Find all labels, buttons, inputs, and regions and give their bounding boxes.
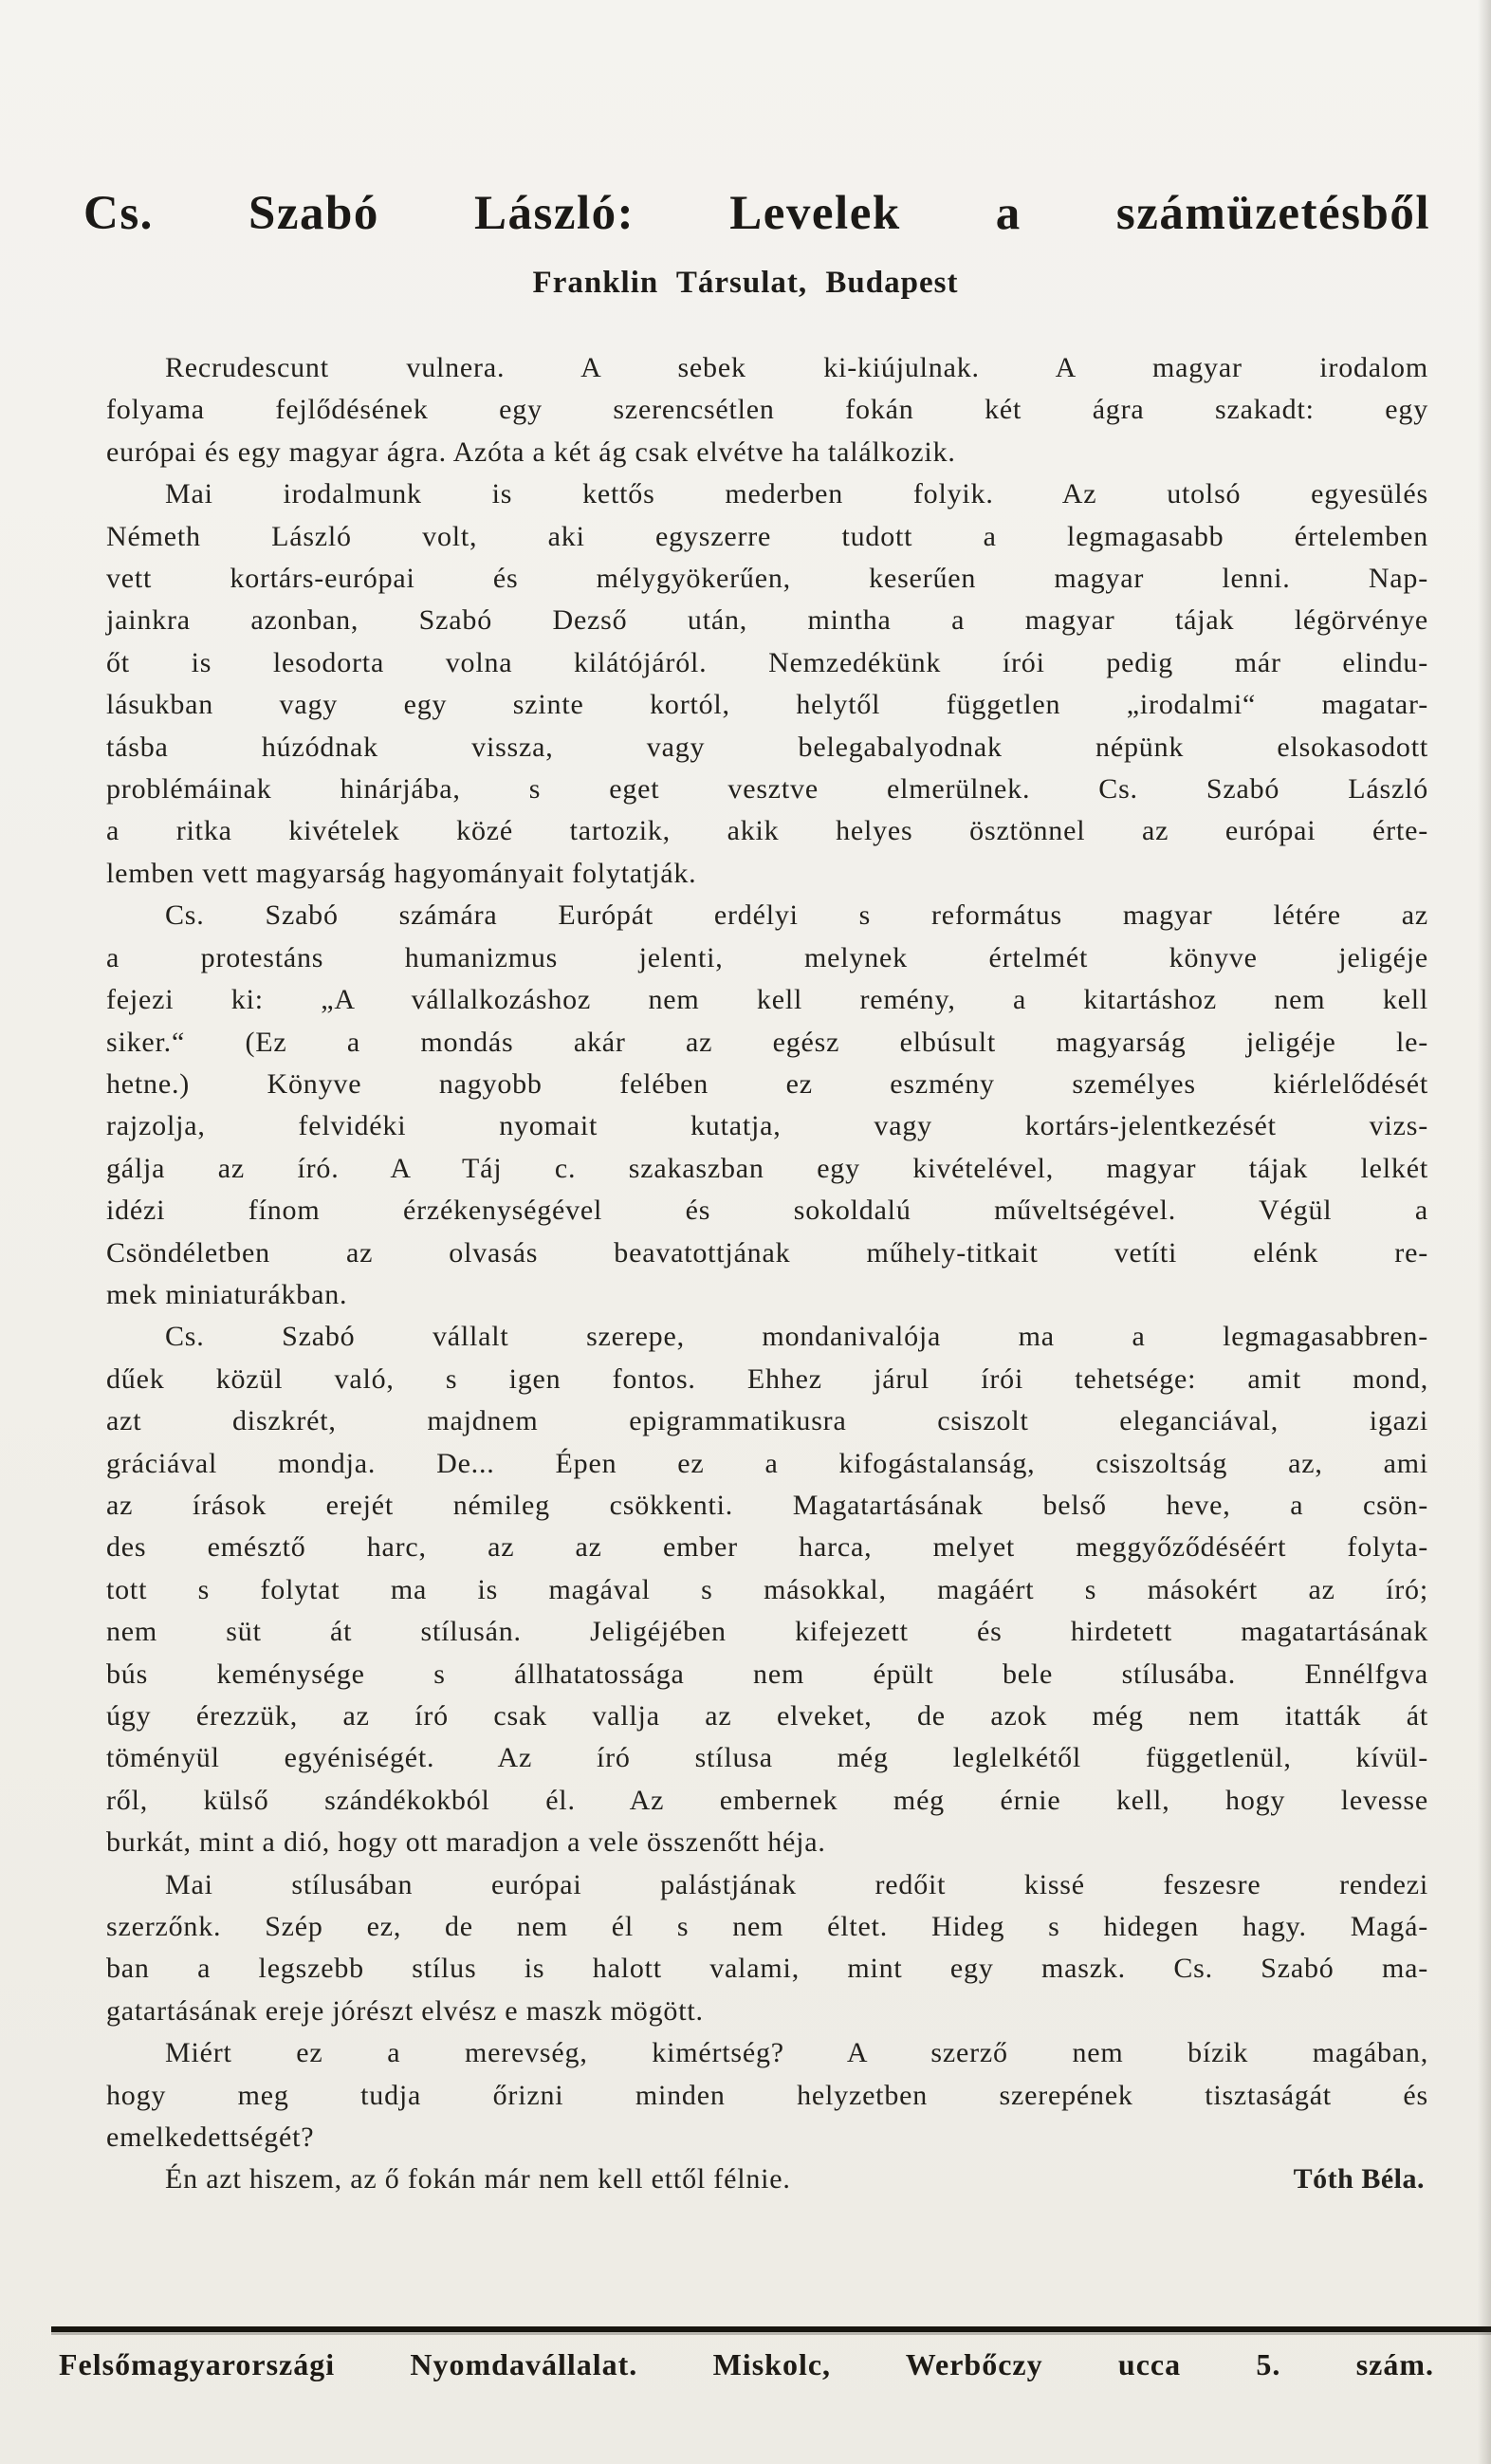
body-line: rajzolja, felvidéki nyomait kutatja, vagy kortárs-jelentkezését vizs- [106,1110,1428,1142]
body-line: nem süt át stílusán. Jeligéjében kifejezett és hirdetett magatartásának [106,1616,1428,1648]
closing-line: Én azt hiszem, az ő fokán már nem kell ettől félnie. [165,2163,791,2195]
body-paragraphs [106,347,1428,2158]
paragraph [106,473,1428,895]
body-line: Németh László volt, aki egyszerre tudott a legmagasabb értelemben [106,520,1428,552]
body-line: fejezi ki: „A vállalkozáshoz nem kell remény, a kitartáshoz nem kell [106,984,1428,1016]
body-line: hetne.) Könyve nagyobb felében ez eszmény személyes kiérlelődését [106,1067,1428,1100]
body-line: tott s folytat ma is magával s másokkal, magáért s másokért az író; [106,1573,1428,1605]
body-line: európai és egy magyar ágra. Azóta a két ág csak elvétve ha találkozik. [106,435,956,468]
body-line: a ritka kivételek közé tartozik, akik helyes ösztönnel az európai érte- [106,815,1428,847]
body-line: idézi fínom érzékenységével és sokoldalú műveltségével. Végül a [106,1195,1428,1227]
body-line: folyama fejlődésének egy szerencsétlen fokán két ágra szakadt: egy [106,394,1428,426]
body-line: ban a legszebb stílus is halott valami, mint egy maszk. Cs. Szabó ma- [106,1953,1428,1985]
body-line: tásba húzódnak vissza, vagy belegabalyodnak népünk elsokasodott [106,731,1428,763]
body-line: mek miniaturákban. [106,1278,348,1310]
body-line: az írások erejét némileg csökkenti. Magatartásának belső heve, a csön- [106,1489,1428,1521]
separator-rule [51,2326,1491,2332]
publisher-line: Franklin Társulat, Budapest [532,266,959,300]
body-line: problémáinak hinárjába, s eget vesztve elmerülnek. Cs. Szabó László [106,773,1428,806]
body-line: úgy érezzük, az író csak vallja az elveket, de azok még nem itatták át [106,1700,1428,1732]
body-line: dűek közül való, s igen fontos. Ehhez járul írói tehetsége: amit mond, [106,1362,1428,1395]
body-line: őt is lesodorta volna kilátójáról. Nemzedékünk írói pedig már elindu- [106,646,1428,678]
body-line: Cs. Szabó vállalt szerepe, mondanivalója ma a legmagasabbren- [165,1321,1428,1353]
closing-row [106,2158,1428,2200]
body-line: a protestáns humanizmus jelenti, melynek értelmét könyve jeligéje [106,941,1428,973]
review-body [106,347,1428,2201]
body-line: szerzőnk. Szép ez, de nem él s nem éltet. Hideg s hidegen hagy. Magá- [106,1911,1428,1943]
body-line: gatartásának ereje jórészt elvész e maszk mögött. [106,1994,704,2027]
paragraph [106,2032,1428,2158]
body-line: vett kortárs-európai és mélygyökerűen, keserűen magyar lenni. Nap- [106,563,1428,595]
body-line: emelkedettségét? [106,2121,315,2154]
body-line: gráciával mondja. De... Épen ez a kifogástalanság, csiszoltság az, ami [106,1447,1428,1479]
paragraph [106,347,1428,473]
paragraph [106,895,1428,1316]
document-title: Cs. Szabó László: Levelek a számüzetésből [83,187,1430,240]
body-line: siker.“ (Ez a mondás akár az egész elbúsult magyarság jeligéje le- [106,1026,1428,1058]
body-line: bús keménysége s állhatatossága nem épült bele stílusába. Ennélfgva [106,1658,1428,1690]
body-line: azt diszkrét, majdnem epigrammatikusra csiszolt eleganciával, igazi [106,1405,1428,1437]
paragraph [106,1316,1428,1863]
body-line: Csöndéletben az olvasás beavatottjának műhely-titkait vetíti elénk re- [106,1236,1428,1269]
body-line: töményül egyéniségét. Az író stílusa még leglelkétől függetlenül, kívül- [106,1742,1428,1774]
body-line: hogy meg tudja őrizni minden helyzetben szerepének tisztaságát és [106,2079,1428,2111]
body-line: Miért ez a merevség, kimértség? A szerző nem bízik magában, [165,2037,1428,2069]
body-line: gálja az író. A Táj c. szakaszban egy kivételével, magyar tájak lelkét [106,1152,1428,1184]
body-line: burkát, mint a dió, hogy ott maradjon a vele összenőtt héja. [106,1826,826,1859]
body-line: Cs. Szabó számára Európát erdélyi s református magyar létére az [165,899,1428,932]
body-line: Mai stílusában európai palástjának redőit kissé feszesre rendezi [165,1868,1428,1900]
body-line: des emésztő harc, az az ember harca, melyet meggyőződéséért folyta- [106,1531,1428,1564]
imprint-line: Felsőmagyarországi Nyomdavállalat. Miskolc, Werbőczy ucca 5. szám. [59,2347,1434,2381]
paragraph [106,1864,1428,2033]
body-line: jainkra azonban, Szabó Dezső után, mintha a magyar tájak légörvénye [106,604,1428,637]
body-line: lásukban vagy egy szinte kortól, helytől független „irodalmi“ magatar- [106,689,1428,721]
body-line: Mai irodalmunk is kettős mederben folyik. Az utolsó egyesülés [165,478,1428,510]
body-line: ről, külső szándékokból él. Az embernek még érnie kell, hogy levesse [106,1784,1428,1816]
body-line: lemben vett magyarság hagyományait folytatják. [106,857,697,889]
body-line: Recrudescunt vulnera. A sebek ki-kiújulnak. A magyar irodalom [165,352,1428,383]
author-signature: Tóth Béla. [1293,2163,1425,2195]
